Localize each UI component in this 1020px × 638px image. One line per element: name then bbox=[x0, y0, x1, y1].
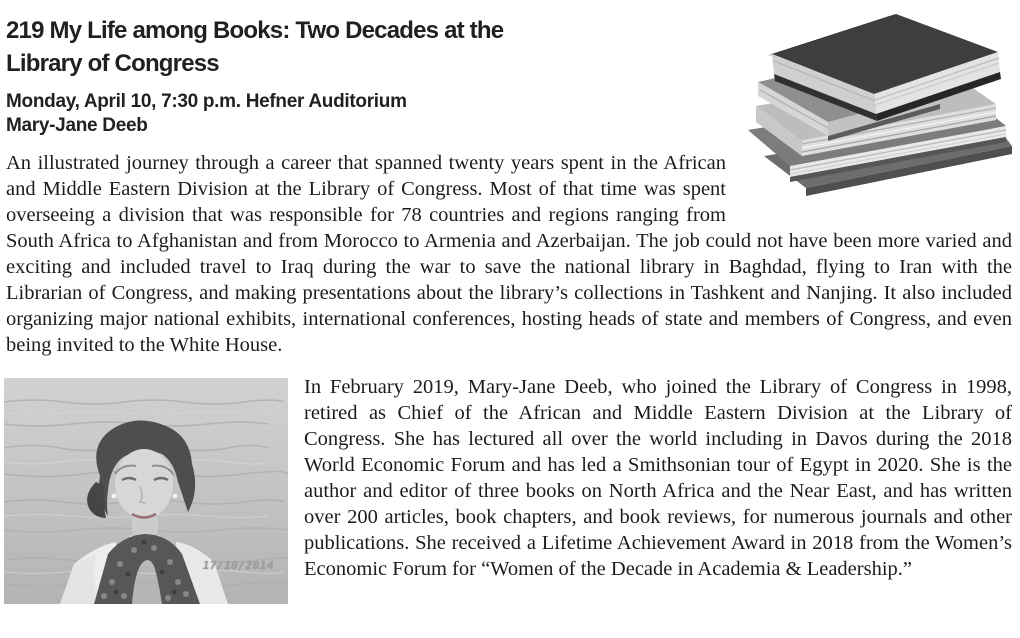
speaker-portrait-photo bbox=[4, 378, 288, 604]
session-speaker-name: Mary-Jane Deeb bbox=[6, 115, 148, 136]
books-stack-image bbox=[744, 8, 1012, 200]
photo-datestamp: 17/10/2014 bbox=[202, 559, 274, 572]
speaker-bio-text: In February 2019, Mary-Jane Deeb, who joined the Library of Congress in 1998, retired as Chief of the African and Middle Eastern Division at the Library of Congress. She has lectured all over the world including in Davos during the 2018 World Economic Forum and has led a Smithsonian tour of Egypt in 2020. She is the author and editor of three books on North Africa and the Near East, and has written over 200 articles, book chapters, and book reviews, for numerous journals and other publications. She received a Lifetime Achievement Award in 2018 from the Women’s Economic Forum for “Women of the Decade in Academia & Leadership.” bbox=[304, 376, 1012, 580]
session-datetime-location: Monday, April 10, 7:30 p.m. Hefner Auditorium bbox=[6, 91, 407, 112]
session-title: 219 My Life among Books: Two Decades at the Library of Congress bbox=[6, 17, 504, 77]
books-stack-icon bbox=[744, 8, 1012, 200]
speaker-bio-section bbox=[6, 374, 1012, 582]
session-description: An illustrated journey through a career that spanned twenty years spent in the African and Middle Eastern Division at the Library of Congress. Most of that time was spent overseeing a division that was responsible for 78 countries and regions ranging from South Africa to Afghanistan and from Morocco to Armenia and Azerbaijan. The job could not have been more varied and exciting and included travel to Iraq during the war to save the national library in Baghdad, flying to Iran with the Librarian of Congress, and making presentations about the library’s collections in Tashkent and Nanjing. It also included organizing major national exhibits, international conferences, hosting heads of state and members of Congress, and even being invited to the White House. bbox=[6, 152, 1012, 356]
